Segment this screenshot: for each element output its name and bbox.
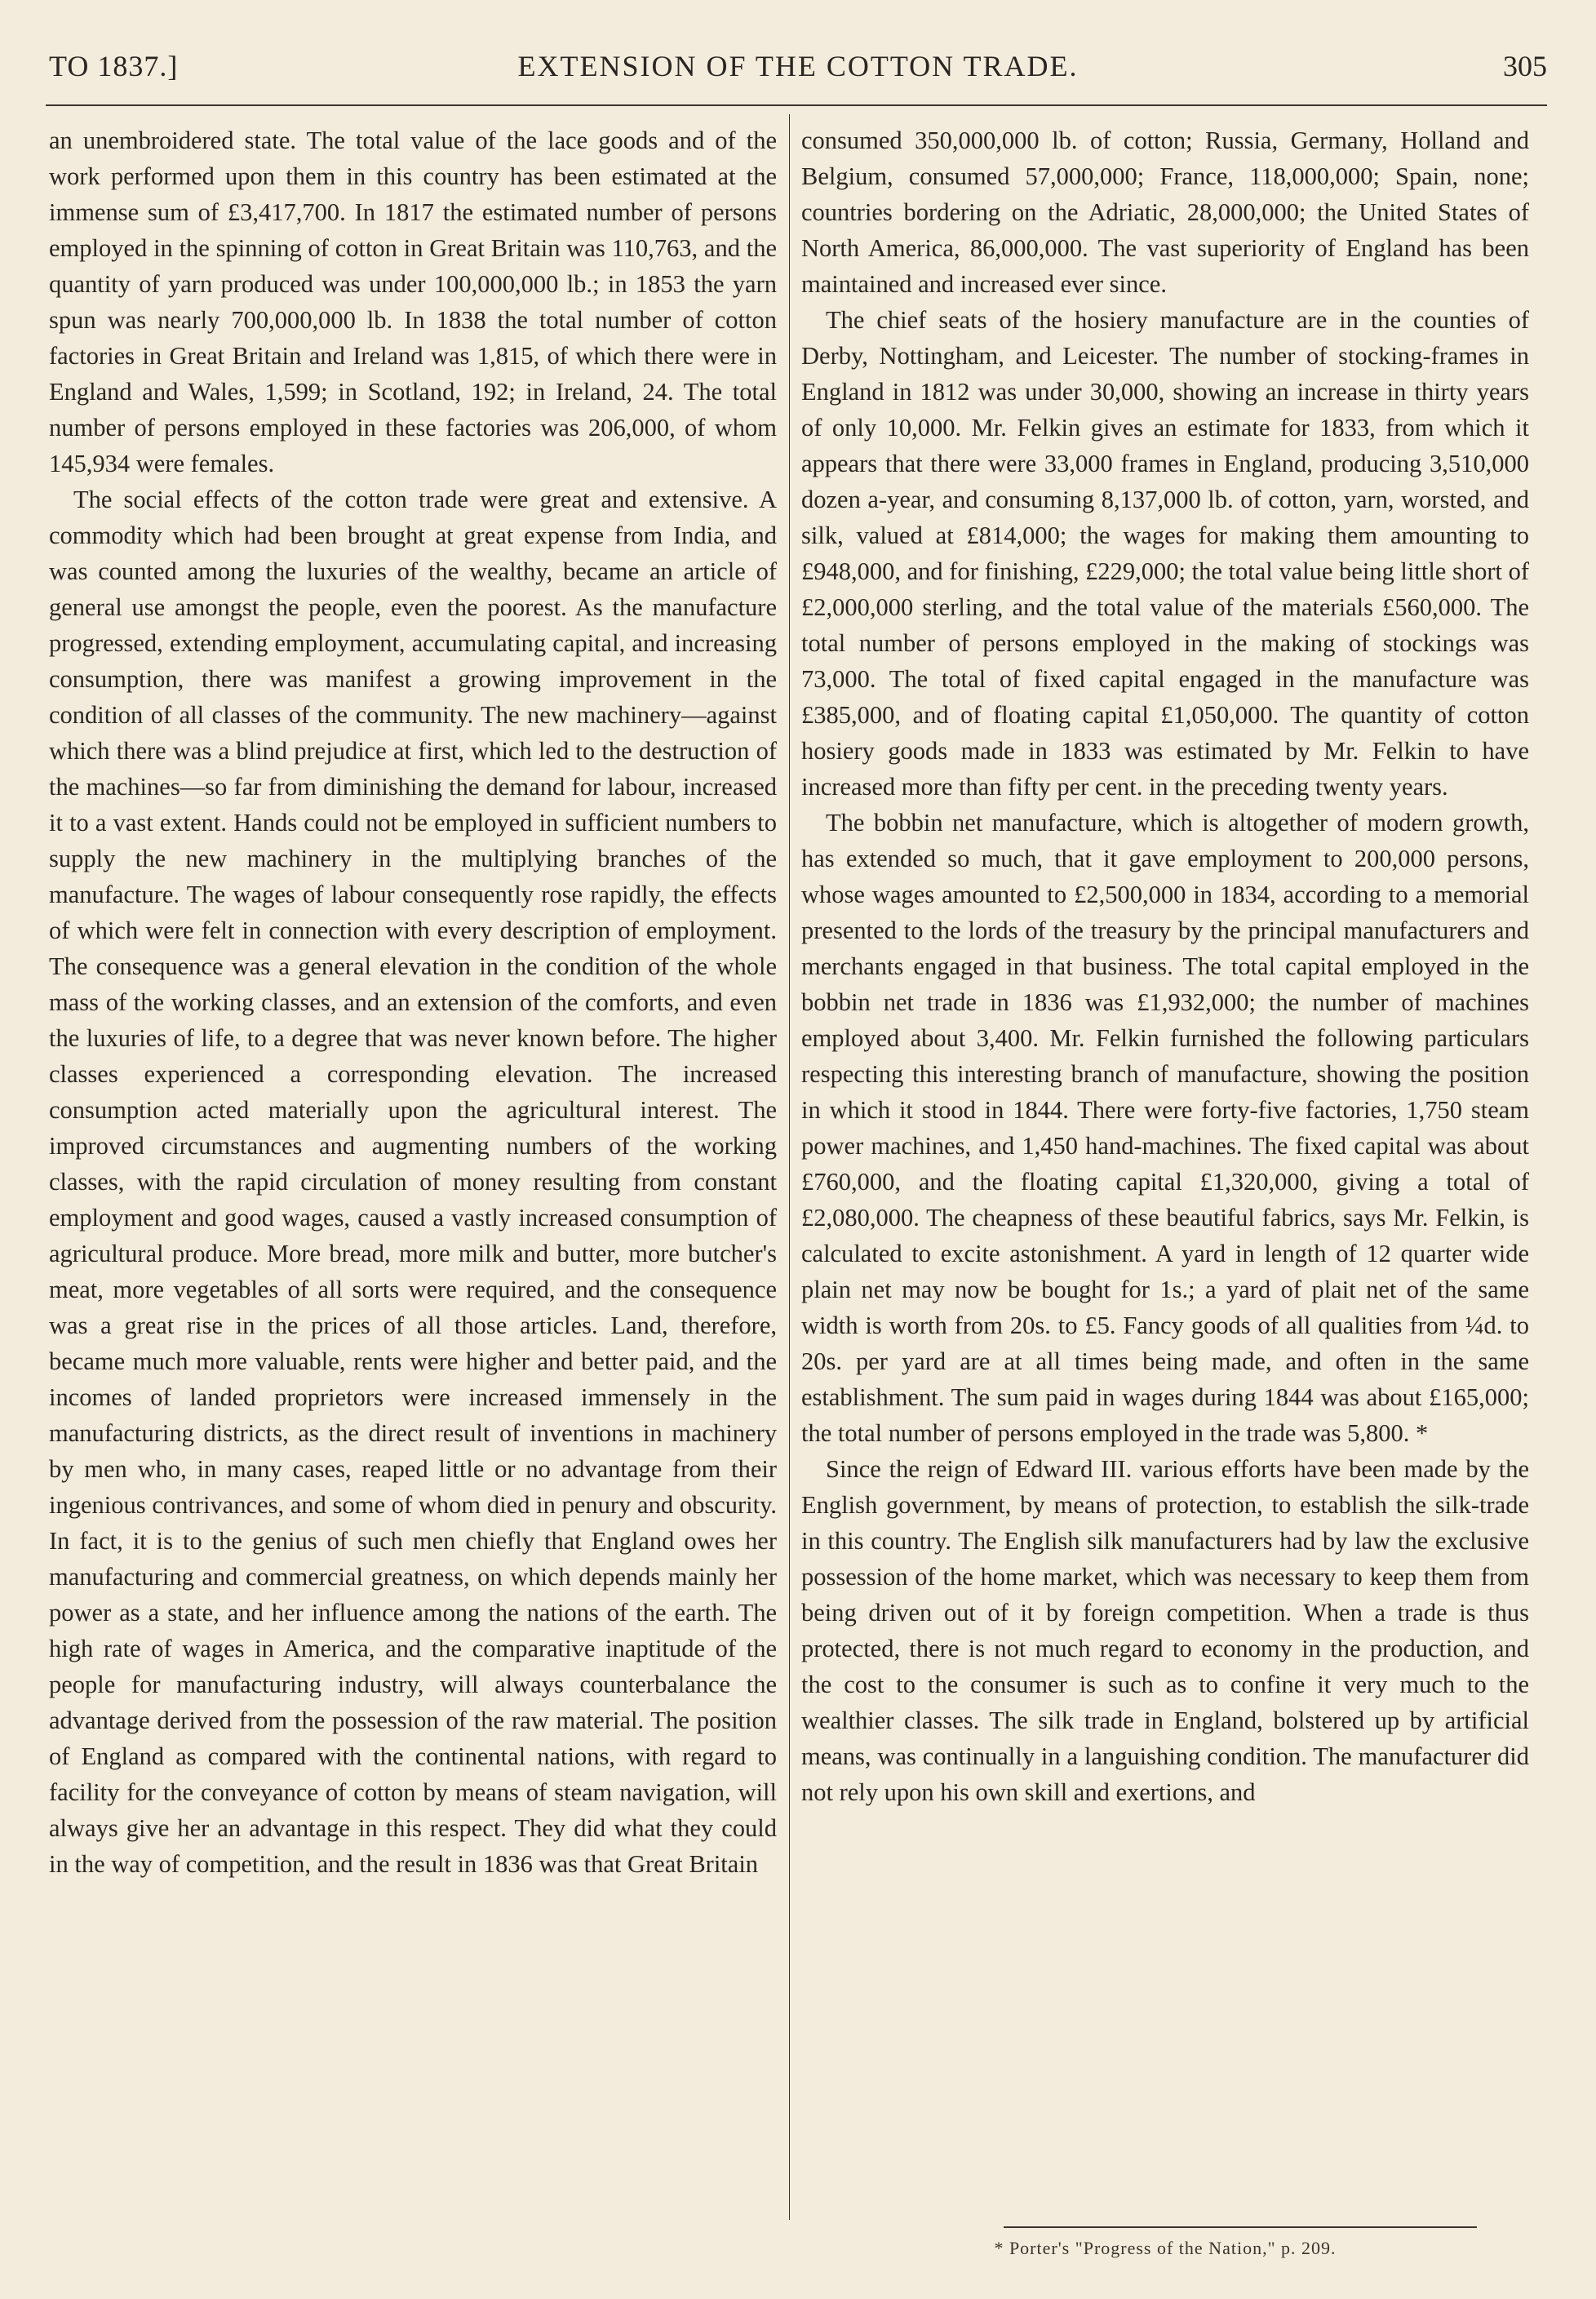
paragraph: Since the reign of Edward III. various efforts have been made by the English government, by means of protection, to establish the silk-trade in this country. The English silk manufacturers had by law the exclusive possession of the home market, which was necessary to keep them from being driven out of it by foreign competition. When a trade is thus protected, there is not much regard to economy in the production, and the cost to the consumer is such as to confine it very much to the wealthier classes. The silk trade in England, bolstered up by artificial means, was continually in a languishing condition. The manufacturer did not rely upon his own skill and exertions, and <box>801 1455 1529 1806</box>
running-title: EXTENSION OF THE COTTON TRADE. <box>517 50 1079 82</box>
running-date-range: TO 1837.] <box>49 50 179 82</box>
paragraph: The bobbin net manufacture, which is altogether of modern growth, has extended so much, that it gave employment to 200,000 persons, whose wages amounted to £2,500,000 in 1834, according to a memorial presented to the lords of the treasury by the principal manufacturers and merchants engaged in that business. The total capital employed in the bobbin net trade in 1836 was £1,932,000; the number of machines employed about 3,400. Mr. Felkin furnished the following particulars respecting this interesting branch of manufacture, showing the position in which it stood in 1844. There were forty-five factories, 1,750 steam power machines, and 1,450 hand-machines. The fixed capital was about £760,000, and the floating capital £1,320,000, giving a total of £2,080,000. The cheapness of these beautiful fabrics, says Mr. Felkin, is calculated to excite astonishment. A yard in length of 12 quarter wide plain net may now be bought for 1s.; a yard of plait net of the same width is worth from 20s. to £5. Fancy goods of all qualities from ¼d. to 20s. per yard are at all times being made, and often in the same establishment. The sum paid in wages during 1844 was about £165,000; the total number of persons employed in the trade was 5,800. * <box>801 809 1529 1447</box>
footnote-rule <box>1004 2226 1477 2228</box>
paragraph: consumed 350,000,000 lb. of cotton; Russia, Germany, Holland and Belgium, consumed 57,000,000; France, 118,000,000; Spain, none; countries bordering on the Adriatic, 28,000,000; the United States of North America, 86,000,000. The vast superiority of England has been maintained and increased ever since. <box>801 126 1529 298</box>
page-number: 305 <box>1503 50 1547 82</box>
column-divider <box>789 114 790 2220</box>
right-column <box>801 122 1529 1810</box>
paragraph: The social effects of the cotton trade were great and extensive. A commodity which had been brought at great expense from India, and was counted among the luxuries of the wealthy, became an article of general use amongst the people, even the poorest. As the manufacture progressed, extending employment, accumulating capital, and increasing consumption, there was manifest a growing improvement in the condition of all classes of the community. The new machinery—against which there was a blind prejudice at first, which led to the destruction of the machines—so far from diminishing the demand for labour, increased it to a vast extent. Hands could not be employed in sufficient numbers to supply the new machinery in the multiplying branches of the manufacture. The wages of labour consequently rose rapidly, the effects of which were felt in connection with every description of employment. The consequence was a general elevation in the condition of the whole mass of the working classes, and an extension of the comforts, and even the luxuries of life, to a degree that was never known before. The higher classes experienced a corresponding elevation. The increased consumption acted materially upon the agricultural interest. The improved circumstances and augmenting numbers of the working classes, with the rapid circulation of money resulting from constant employment and good wages, caused a vastly increased consumption of agricultural produce. More bread, more milk and butter, more butcher's meat, more vegetables of all sorts were required, and the consequence was a great rise in the prices of all those articles. Land, therefore, became much more valuable, rents were higher and better paid, and the incomes of landed proprietors were increased immensely in the manufacturing districts, as the direct result of inventions in machinery by men who, in many cases, reaped little or no advantage from their ingenious contrivances, and some of whom died in penury and obscurity. In fact, it is to the genius of such men chiefly that England owes her manufacturing and commercial greatness, on which depends mainly her power as a state, and her influence among the nations of the earth. The high rate of wages in America, and the comparative inaptitude of the people for manufacturing industry, will always counterbalance the advantage derived from the possession of the raw material. The position of England as compared with the continental nations, with regard to facility for the conveyance of cotton by means of steam navigation, will always give her an advantage in this respect. They did what they could in the way of competition, and the result in 1836 was that Great Britain <box>49 486 777 1878</box>
footnote: * Porter's "Progress of the Nation," p. 209. <box>994 2238 1337 2258</box>
paragraph: The chief seats of the hosiery manufacture are in the counties of Derby, Nottingham, and Leicester. The number of stocking-frames in England in 1812 was under 30,000, showing an increase in thirty years of only 10,000. Mr. Felkin gives an estimate for 1833, from which it appears that there were 33,000 frames in England, producing 3,510,000 dozen a-year, and consuming 8,137,000 lb. of cotton, yarn, worsted, and silk, valued at £814,000; the wages for making them amounting to £948,000, and for finishing, £229,000; the total value being little short of £2,000,000 sterling, and the total value of the materials £560,000. The total number of persons employed in the making of stockings was 73,000. The total of fixed capital engaged in the manufacture was £385,000, and of floating capital £1,050,000. The quantity of cotton hosiery goods made in 1833 was estimated by Mr. Felkin to have increased more than fifty per cent. in the preceding twenty years. <box>801 306 1529 801</box>
header-rule <box>46 104 1547 106</box>
paragraph: an unembroidered state. The total value of the lace goods and of the work performed upon them in this country has been estimated at the immense sum of £3,417,700. In 1817 the estimated number of persons employed in the spinning of cotton in Great Britain was 110,763, and the quantity of yarn produced was under 100,000,000 lb.; in 1853 the yarn spun was nearly 700,000,000 lb. In 1838 the total number of cotton factories in Great Britain and Ireland was 1,815, of which there were in England and Wales, 1,599; in Scotland, 192; in Ireland, 24. The total number of persons employed in these factories was 206,000, of whom 145,934 were females. <box>49 126 777 477</box>
left-column <box>49 122 777 1882</box>
running-header <box>49 49 1547 98</box>
